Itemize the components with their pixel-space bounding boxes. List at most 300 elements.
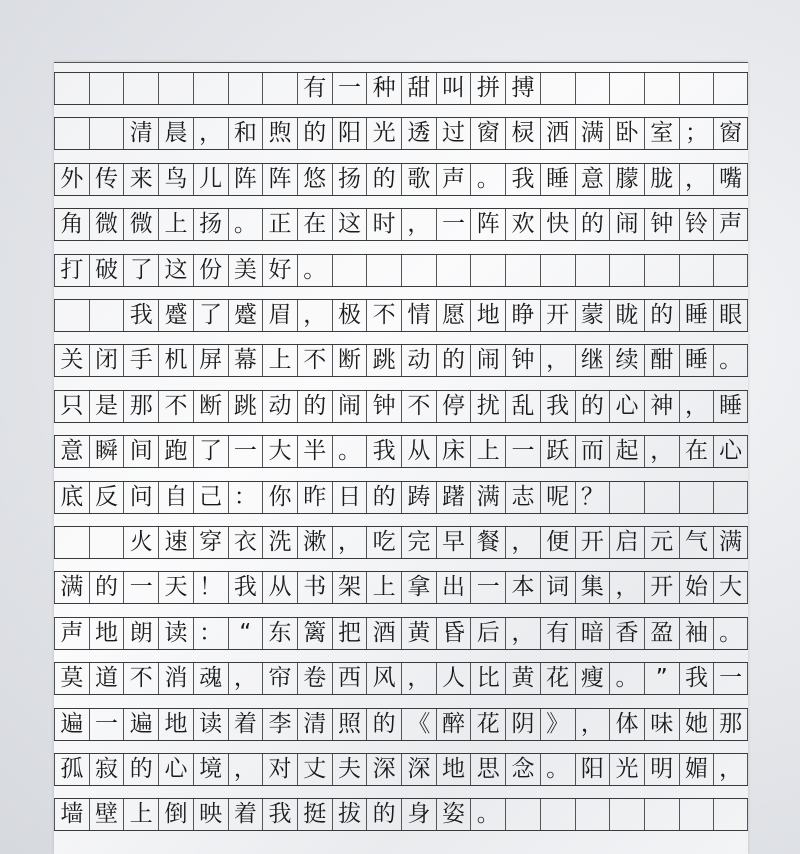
text-line-cell: 思 — [470, 754, 505, 785]
text-line-cell: 人 — [436, 663, 471, 694]
text-line-cell: 体 — [609, 709, 644, 740]
text-line-cell: 。 — [228, 209, 263, 240]
text-line-cell: 消 — [158, 663, 193, 694]
text-line-cell — [470, 255, 505, 286]
text-line-cell — [54, 527, 89, 558]
text-line-cell: 胧 — [644, 164, 679, 195]
text-line-cell: 你 — [262, 482, 297, 513]
text-line-cell: 钟 — [505, 345, 540, 376]
text-line-cell: 遍 — [54, 709, 89, 740]
text-line-cell: 起 — [609, 436, 644, 467]
text-line-cell: 读 — [193, 709, 228, 740]
text-line-cell: 香 — [609, 618, 644, 649]
text-line-cell: 蹙 — [158, 300, 193, 331]
text-line-cell: 深 — [366, 754, 401, 785]
text-line-cell: 我 — [123, 300, 158, 331]
text-line-cell: 继 — [575, 345, 610, 376]
text-line-cell: 眬 — [609, 300, 644, 331]
text-line-cell: 的 — [89, 572, 124, 603]
title-cell — [54, 73, 89, 104]
text-line-cell: 的 — [644, 300, 679, 331]
text-line-cell: 。 — [470, 164, 505, 195]
text-line-cell: ， — [193, 118, 228, 149]
text-line-cell: 洒 — [540, 118, 575, 149]
text-line-cell: 。 — [297, 255, 332, 286]
text-line-cell: 跑 — [158, 436, 193, 467]
text-line — [54, 208, 748, 241]
text-line-cell: 拿 — [401, 572, 436, 603]
text-line-cell: 睡 — [713, 391, 748, 422]
text-line-cell: 莫 — [54, 663, 89, 694]
text-line-cell: 声 — [713, 209, 748, 240]
text-line-cell: 半 — [297, 436, 332, 467]
text-line-cell: 手 — [123, 345, 158, 376]
text-line-cell — [540, 799, 575, 830]
text-line-cell: 她 — [679, 709, 714, 740]
title-cell: 有 — [297, 73, 332, 104]
text-line-cell: 我 — [228, 572, 263, 603]
text-line-cell: ， — [679, 164, 714, 195]
text-line-cell: 的 — [297, 118, 332, 149]
text-line-cell: 地 — [89, 618, 124, 649]
text-line-cell: ： — [193, 618, 228, 649]
text-line-cell: “ — [228, 618, 263, 649]
text-line-cell: 后 — [470, 618, 505, 649]
text-line-cell: 开 — [644, 572, 679, 603]
title-cell — [713, 73, 748, 104]
text-line-cell: 不 — [158, 391, 193, 422]
text-line-cell: 上 — [262, 345, 297, 376]
text-line-cell: 闹 — [609, 209, 644, 240]
text-line-cell: 着 — [228, 799, 263, 830]
text-line — [54, 662, 748, 695]
text-line-cell: 拔 — [332, 799, 367, 830]
text-line-cell: 倒 — [158, 799, 193, 830]
text-line-cell — [54, 300, 89, 331]
text-line-cell: 西 — [332, 663, 367, 694]
text-line-cell: 悠 — [297, 164, 332, 195]
title-cell — [609, 73, 644, 104]
text-line-cell — [644, 799, 679, 830]
text-line-cell: 洗 — [262, 527, 297, 558]
text-line-cell: 打 — [54, 255, 89, 286]
text-line-cell: 着 — [228, 709, 263, 740]
text-line-cell: 酣 — [644, 345, 679, 376]
text-line-cell: 丈 — [297, 754, 332, 785]
text-line-cell: 光 — [609, 754, 644, 785]
text-line-cell: 卷 — [297, 663, 332, 694]
text-line-cell: 风 — [366, 663, 401, 694]
text-line-cell: 餐 — [470, 527, 505, 558]
text-line-cell: 的 — [366, 799, 401, 830]
text-line-cell: 一 — [89, 709, 124, 740]
text-line-cell: 暗 — [575, 618, 610, 649]
text-line-cell: 而 — [575, 436, 610, 467]
text-line-cell: 天 — [158, 572, 193, 603]
text-line-cell: 李 — [262, 709, 297, 740]
text-line-cell: 上 — [470, 436, 505, 467]
title-cell: 叫 — [436, 73, 471, 104]
text-line-cell: 清 — [297, 709, 332, 740]
text-line-cell: 室 — [644, 118, 679, 149]
text-line-cell: 铃 — [679, 209, 714, 240]
text-line-cell — [89, 118, 124, 149]
title-cell — [644, 73, 679, 104]
text-line-cell: 读 — [158, 618, 193, 649]
text-line-cell: 壁 — [89, 799, 124, 830]
text-line-cell: 本 — [505, 572, 540, 603]
title-cell — [228, 73, 263, 104]
text-line-cell: 瞬 — [89, 436, 124, 467]
text-line-cell: 那 — [713, 709, 748, 740]
text-line-cell: 瘦 — [575, 663, 610, 694]
text-line-cell: 集 — [575, 572, 610, 603]
text-line-cell: 昨 — [297, 482, 332, 513]
text-line-cell: 大 — [262, 436, 297, 467]
text-line-cell: 跳 — [228, 391, 263, 422]
text-line-cell: 开 — [575, 527, 610, 558]
text-line-cell: 的 — [575, 209, 610, 240]
text-line-cell: 和 — [228, 118, 263, 149]
title-cell: 一 — [332, 73, 367, 104]
text-line-cell: 元 — [644, 527, 679, 558]
text-line-cell: ， — [297, 300, 332, 331]
text-line-cell: ， — [228, 754, 263, 785]
text-line-cell: 续 — [609, 345, 644, 376]
text-line-cell — [505, 255, 540, 286]
text-line-cell — [713, 799, 748, 830]
text-line-cell: 我 — [540, 391, 575, 422]
text-line-cell: 闹 — [332, 391, 367, 422]
text-line-cell — [679, 482, 714, 513]
text-line-cell: 钟 — [644, 209, 679, 240]
text-line — [54, 571, 748, 604]
text-line — [54, 617, 748, 650]
text-line-cell: 一 — [436, 209, 471, 240]
title-row — [54, 72, 748, 105]
text-line-cell: 光 — [366, 118, 401, 149]
text-line-cell: 道 — [89, 663, 124, 694]
text-line-cell: ， — [713, 754, 748, 785]
title-cell — [540, 73, 575, 104]
text-line-cell: 声 — [54, 618, 89, 649]
text-line-cell: 阳 — [575, 754, 610, 785]
title-cell: 搏 — [505, 73, 540, 104]
text-line-cell: 动 — [262, 391, 297, 422]
title-cell — [123, 73, 158, 104]
title-cell — [575, 73, 610, 104]
text-line-cell: 便 — [540, 527, 575, 558]
text-line-cell: 的 — [436, 345, 471, 376]
text-line-cell — [575, 255, 610, 286]
text-line-cell — [540, 255, 575, 286]
text-line-cell: 蒙 — [575, 300, 610, 331]
text-line-cell: 透 — [401, 118, 436, 149]
text-line-cell: 。 — [470, 799, 505, 830]
text-line-cell: 破 — [89, 255, 124, 286]
text-line-cell: 日 — [332, 482, 367, 513]
text-line-cell: 速 — [158, 527, 193, 558]
text-line-cell: 启 — [609, 527, 644, 558]
text-line-cell: 墙 — [54, 799, 89, 830]
text-line-cell: 反 — [89, 482, 124, 513]
text-line-cell: 好 — [262, 255, 297, 286]
text-line-cell: 昏 — [436, 618, 471, 649]
text-line-cell: 这 — [332, 209, 367, 240]
text-line-cell: 上 — [123, 799, 158, 830]
text-line-cell: ” — [644, 663, 679, 694]
text-line-cell — [644, 255, 679, 286]
text-line-cell: 传 — [89, 164, 124, 195]
text-line-cell: 映 — [193, 799, 228, 830]
text-line-cell: 鸟 — [158, 164, 193, 195]
text-line-cell: 来 — [123, 164, 158, 195]
text-line-cell: 。 — [540, 754, 575, 785]
text-line-cell: ， — [540, 345, 575, 376]
text-line-cell: 照 — [332, 709, 367, 740]
text-line — [54, 526, 748, 559]
text-line-cell: 阵 — [228, 164, 263, 195]
text-line-cell: 扰 — [470, 391, 505, 422]
text-line — [54, 344, 748, 377]
text-line-cell: 地 — [436, 754, 471, 785]
text-line-cell: 一 — [228, 436, 263, 467]
text-line-cell: 上 — [158, 209, 193, 240]
text-line-cell: 断 — [332, 345, 367, 376]
text-line-cell: 正 — [262, 209, 297, 240]
text-line-cell: 不 — [366, 300, 401, 331]
text-line-cell: 醉 — [436, 709, 471, 740]
text-line-cell: 窗 — [713, 118, 748, 149]
text-line-cell: 床 — [436, 436, 471, 467]
text-line-cell: 钟 — [366, 391, 401, 422]
text-line-cell: 满 — [713, 527, 748, 558]
text-line-cell: ！ — [193, 572, 228, 603]
title-cell — [193, 73, 228, 104]
text-line-cell: 挺 — [297, 799, 332, 830]
text-line-cell: 闭 — [89, 345, 124, 376]
text-line-cell: 快 — [540, 209, 575, 240]
text-line-cell: 踌 — [401, 482, 436, 513]
text-line-cell: 志 — [505, 482, 540, 513]
text-line-cell: ， — [644, 436, 679, 467]
text-line-cell — [89, 300, 124, 331]
text-line-cell: 阳 — [332, 118, 367, 149]
text-line-cell: 跃 — [540, 436, 575, 467]
text-line-cell: 黄 — [505, 663, 540, 694]
text-line-cell — [332, 255, 367, 286]
title-cell: 甜 — [401, 73, 436, 104]
text-line-cell: 断 — [193, 391, 228, 422]
text-line-cell: 眼 — [713, 300, 748, 331]
text-line-cell: 对 — [262, 754, 297, 785]
text-line-cell: 境 — [193, 754, 228, 785]
text-line — [54, 254, 748, 287]
text-line-cell: 袖 — [679, 618, 714, 649]
text-line-cell: 神 — [644, 391, 679, 422]
text-line-cell: 的 — [366, 482, 401, 513]
text-line-cell: 遍 — [123, 709, 158, 740]
text-line-cell — [679, 799, 714, 830]
text-line-cell — [436, 255, 471, 286]
title-cell — [158, 73, 193, 104]
text-line-cell: ， — [609, 572, 644, 603]
text-line-cell: 窗 — [470, 118, 505, 149]
text-line-cell: 满 — [575, 118, 610, 149]
text-line-cell: 睡 — [679, 300, 714, 331]
text-line-cell: 满 — [54, 572, 89, 603]
text-line-cell: ， — [505, 618, 540, 649]
text-line-cell: 气 — [679, 527, 714, 558]
text-line-cell: 阵 — [470, 209, 505, 240]
text-line-cell — [89, 527, 124, 558]
text-line-cell: ， — [228, 663, 263, 694]
text-line-cell: 黄 — [401, 618, 436, 649]
text-line-cell: 。 — [713, 618, 748, 649]
text-line-cell: 间 — [123, 436, 158, 467]
text-line-cell: 的 — [366, 709, 401, 740]
text-line-cell: 孤 — [54, 754, 89, 785]
text-line-cell: 我 — [679, 663, 714, 694]
text-line-cell: 明 — [644, 754, 679, 785]
text-line-cell: 美 — [228, 255, 263, 286]
text-line-cell: 词 — [540, 572, 575, 603]
text-line-cell: 味 — [644, 709, 679, 740]
text-line-cell: 儿 — [193, 164, 228, 195]
text-line-cell: ， — [401, 663, 436, 694]
text-line-cell: 眉 — [262, 300, 297, 331]
text-line-cell — [505, 799, 540, 830]
text-line-cell: 时 — [366, 209, 401, 240]
text-line-cell: 火 — [123, 527, 158, 558]
text-line-cell — [679, 255, 714, 286]
text-line-cell: 乱 — [505, 391, 540, 422]
text-line-cell: 出 — [436, 572, 471, 603]
text-line-cell: 蹙 — [228, 300, 263, 331]
title-cell: 种 — [366, 73, 401, 104]
text-line-cell: 睡 — [679, 345, 714, 376]
text-line-cell: 篱 — [297, 618, 332, 649]
text-line-cell: 比 — [470, 663, 505, 694]
text-line-cell: 歌 — [401, 164, 436, 195]
text-line-cell: 过 — [436, 118, 471, 149]
text-line-cell: 幕 — [228, 345, 263, 376]
text-line-cell: 嘴 — [713, 164, 748, 195]
text-line-cell: 满 — [470, 482, 505, 513]
text-line-cell: 深 — [401, 754, 436, 785]
text-line — [54, 435, 748, 468]
title-cell — [262, 73, 297, 104]
text-line-cell: 吃 — [366, 527, 401, 558]
text-line-cell: 己 — [193, 482, 228, 513]
text-line-cell: 我 — [505, 164, 540, 195]
text-line-cell: 大 — [713, 572, 748, 603]
text-line-cell: 躇 — [436, 482, 471, 513]
text-line-cell: 一 — [505, 436, 540, 467]
text-line — [54, 481, 748, 514]
text-line-cell: 是 — [89, 391, 124, 422]
text-line-cell: 把 — [332, 618, 367, 649]
text-line-cell: 欢 — [505, 209, 540, 240]
text-line-cell: 朦 — [609, 164, 644, 195]
text-line-cell: 帘 — [262, 663, 297, 694]
text-line-cell: 早 — [436, 527, 471, 558]
text-line-cell: ， — [679, 391, 714, 422]
text-line-cell — [644, 482, 679, 513]
text-line — [54, 798, 748, 831]
text-line-cell: 衣 — [228, 527, 263, 558]
title-cell — [679, 73, 714, 104]
text-line — [54, 299, 748, 332]
text-line-cell: 架 — [332, 572, 367, 603]
text-line-cell — [366, 255, 401, 286]
text-line-cell: 呢 — [540, 482, 575, 513]
text-line — [54, 708, 748, 741]
text-line-cell: 份 — [193, 255, 228, 286]
text-line-cell: ， — [505, 527, 540, 558]
text-line-cell — [54, 118, 89, 149]
text-line-cell: 那 — [123, 391, 158, 422]
text-line-cell — [713, 255, 748, 286]
text-line-cell: 不 — [297, 345, 332, 376]
text-line-cell: 棂 — [505, 118, 540, 149]
text-line — [54, 117, 748, 150]
text-line-cell: 心 — [609, 391, 644, 422]
text-line-cell: 在 — [679, 436, 714, 467]
text-line-cell: 了 — [193, 436, 228, 467]
text-line-cell: 的 — [297, 391, 332, 422]
text-line-cell: 。 — [609, 663, 644, 694]
text-line-cell: 书 — [297, 572, 332, 603]
text-line-cell: 愿 — [436, 300, 471, 331]
text-line-cell: 一 — [470, 572, 505, 603]
text-line-cell: 煦 — [262, 118, 297, 149]
text-line-cell: 《 — [401, 709, 436, 740]
text-line-cell: 停 — [436, 391, 471, 422]
text-line — [54, 390, 748, 423]
text-line-cell: 心 — [158, 754, 193, 785]
text-line-cell: 始 — [679, 572, 714, 603]
title-cell — [89, 73, 124, 104]
text-line-cell: 了 — [123, 255, 158, 286]
text-line-cell: ： — [228, 482, 263, 513]
text-line-cell: 关 — [54, 345, 89, 376]
text-line-cell: 闹 — [470, 345, 505, 376]
text-line-cell: 花 — [470, 709, 505, 740]
text-line-cell: 的 — [366, 164, 401, 195]
text-line-cell: 扬 — [193, 209, 228, 240]
text-line-cell: 清 — [123, 118, 158, 149]
text-line-cell: 心 — [713, 436, 748, 467]
text-line-cell: ， — [401, 209, 436, 240]
text-line-cell: 扬 — [332, 164, 367, 195]
text-line-cell: 跳 — [366, 345, 401, 376]
text-line-cell: 穿 — [193, 527, 228, 558]
text-line-cell: 意 — [54, 436, 89, 467]
text-line-cell: 我 — [262, 799, 297, 830]
manuscript-paper — [54, 62, 748, 854]
text-line-cell: 角 — [54, 209, 89, 240]
text-line-cell: 一 — [713, 663, 748, 694]
text-line-cell: 的 — [575, 391, 610, 422]
text-line-cell: 魂 — [193, 663, 228, 694]
text-line-cell: 》 — [540, 709, 575, 740]
text-line-cell: 的 — [123, 754, 158, 785]
text-line-cell: 盈 — [644, 618, 679, 649]
text-line-cell: 完 — [401, 527, 436, 558]
text-line-cell: ； — [679, 118, 714, 149]
text-line-cell: 上 — [366, 572, 401, 603]
